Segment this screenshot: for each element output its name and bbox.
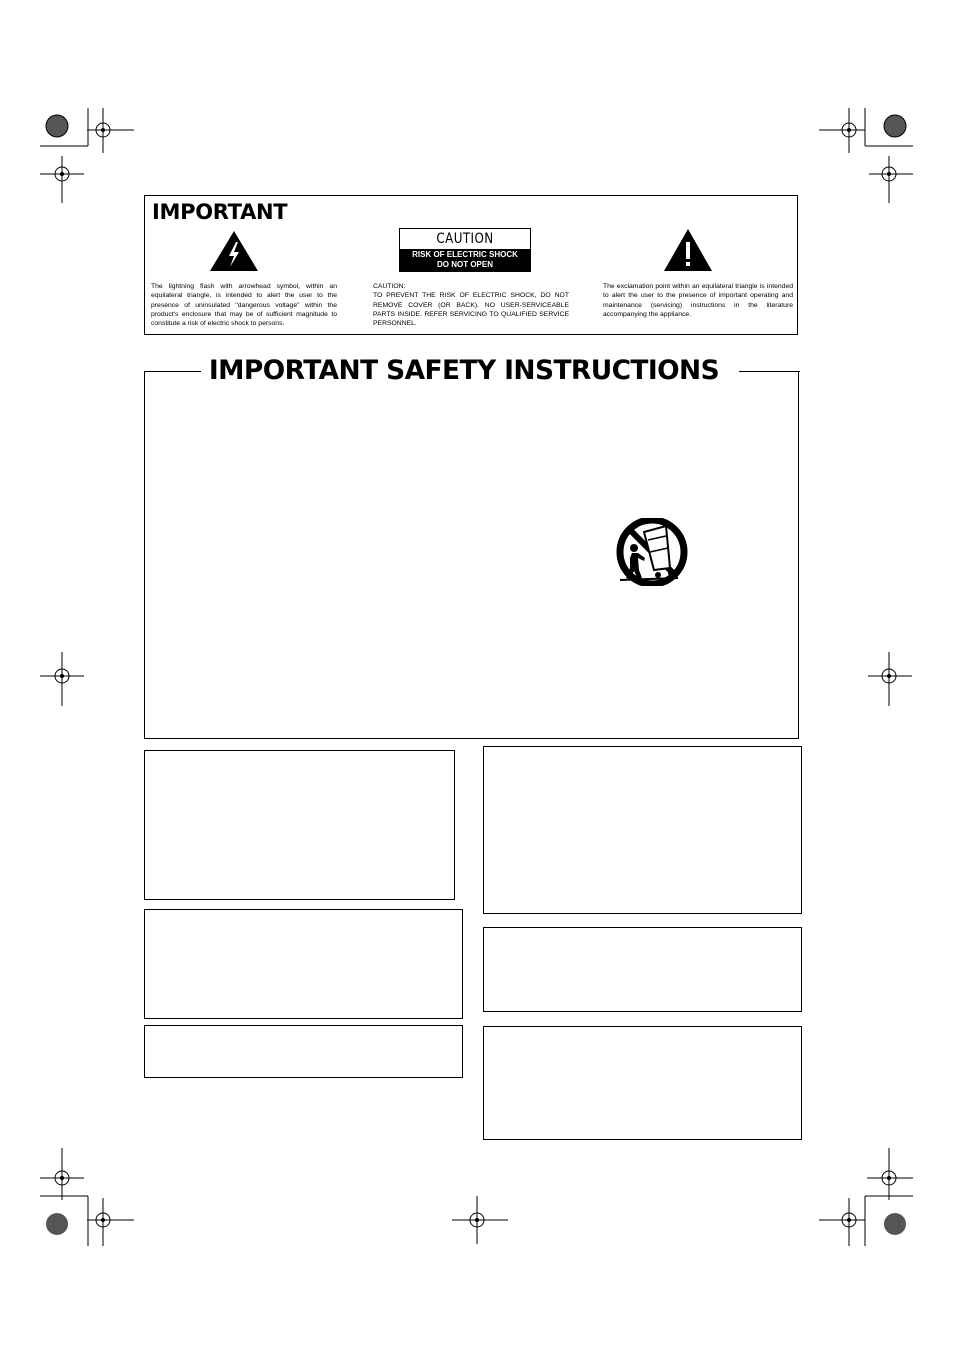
registration-mark-icon xyxy=(452,1196,508,1246)
notice-box-left-3 xyxy=(144,1025,463,1078)
registration-mark-icon xyxy=(815,1148,915,1248)
registration-mark-icon xyxy=(40,652,90,708)
important-warning-panel xyxy=(144,195,798,335)
lightning-warning-icon xyxy=(209,230,259,272)
notice-box-right-3 xyxy=(483,1026,802,1140)
exclamation-warning-icon xyxy=(663,228,713,272)
registration-mark-icon xyxy=(815,108,915,208)
registration-mark-icon xyxy=(40,1148,140,1248)
caution-band-line2: DO NOT OPEN xyxy=(436,260,493,269)
cart-tip-over-warning-icon xyxy=(614,518,694,586)
caution-label xyxy=(399,228,531,272)
registration-mark-icon xyxy=(866,652,916,708)
caution-description-body: TO PREVENT THE RISK OF ELECTRIC SHOCK, DO NOT REMOVE COVER (OR BACK). NO USER-SERVICEABLE PARTS INSIDE. REFER SERVICING TO QUALIFIED SERVICE PERSONNEL. xyxy=(373,292,569,328)
important-heading: IMPORTANT xyxy=(152,200,288,224)
safety-instructions-panel xyxy=(144,355,799,739)
registration-mark-icon xyxy=(40,108,140,208)
caution-band-line1: RISK OF ELECTRIC SHOCK xyxy=(412,250,518,259)
lightning-description: The lightning flash with arrowhead symbol, within an equilateral triangle, is intended to alert the user to the presence of uninsulated "dangerous voltage" within the product's enclosure that may be of sufficient magnitude to constitute a risk of electric shock to persons. xyxy=(151,283,337,328)
notice-box-left-2 xyxy=(144,909,463,1019)
exclamation-description: The exclamation point within an equilateral triangle is intended to alert the user to the presence of important operating and maintenance (servicing) instructions in the literature accompanying the appliance. xyxy=(603,283,793,318)
notice-box-right-2 xyxy=(483,927,802,1012)
caution-description xyxy=(373,282,569,328)
safety-instructions-heading: IMPORTANT SAFETY INSTRUCTIONS xyxy=(205,355,723,387)
caution-band xyxy=(400,249,530,271)
notice-box-left-1 xyxy=(144,750,455,900)
caution-description-heading: CAUTION: xyxy=(373,283,406,290)
caution-word: CAUTION xyxy=(436,231,494,247)
notice-box-right-1 xyxy=(483,746,802,914)
